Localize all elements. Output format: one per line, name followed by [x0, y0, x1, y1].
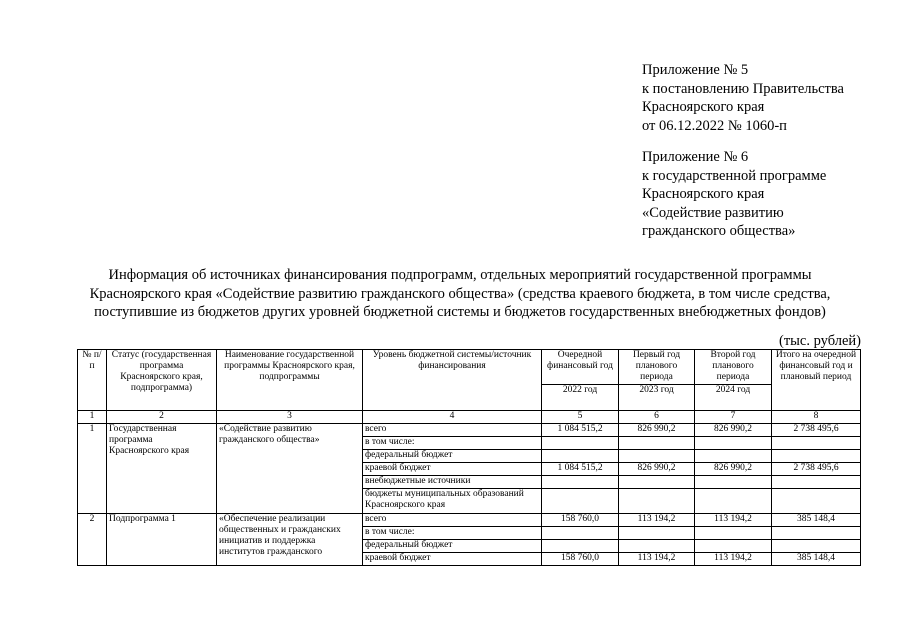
- column-number: 4: [363, 411, 542, 424]
- column-number: 6: [619, 411, 695, 424]
- header-year-2: Первый год планового периода: [619, 350, 695, 385]
- column-number: 8: [772, 411, 861, 424]
- column-number-row: [78, 411, 861, 424]
- table-row: [78, 424, 861, 437]
- value-cell: [772, 437, 861, 450]
- value-cell: [772, 527, 861, 540]
- appendix-6-block: [642, 148, 826, 241]
- value-cell: 1 084 515,2: [542, 424, 619, 437]
- value-cell: 385 148,4: [772, 514, 861, 527]
- value-cell: [542, 476, 619, 489]
- level-cell: бюджеты муниципальных образований Красноярского края: [363, 489, 542, 514]
- header-row: [78, 350, 861, 385]
- appendix-5-line-2: к постановлению Правительства: [642, 80, 844, 97]
- value-cell: [619, 540, 695, 553]
- column-number: 7: [695, 411, 772, 424]
- header-num: № п/п: [78, 350, 107, 411]
- value-cell: [695, 489, 772, 514]
- appendix-5-line-3: Красноярского края: [642, 99, 765, 115]
- value-cell: 826 990,2: [695, 463, 772, 476]
- value-cell: 2 738 495,6: [772, 463, 861, 476]
- appendix-6-line-1: Приложение № 6: [642, 149, 749, 165]
- value-cell: 826 990,2: [619, 424, 695, 437]
- level-cell: федеральный бюджет: [363, 450, 542, 463]
- value-cell: [695, 540, 772, 553]
- level-cell: федеральный бюджет: [363, 540, 542, 553]
- appendix-5-block: [642, 61, 844, 135]
- value-cell: [619, 489, 695, 514]
- header-name: Наименование государственной программы Красноярского края, подпрограммы: [217, 350, 363, 411]
- document-title: [60, 266, 860, 322]
- value-cell: 113 194,2: [695, 553, 772, 566]
- value-cell: 1 084 515,2: [542, 463, 619, 476]
- financing-table: [77, 349, 861, 566]
- value-cell: [542, 450, 619, 463]
- header-status: Статус (государственная программа Красноярского края, подпрограмма): [107, 350, 217, 411]
- appendix-5-line-1: Приложение № 5: [642, 62, 749, 78]
- row-number: 2: [78, 514, 107, 566]
- value-cell: [619, 476, 695, 489]
- title-line-2: Красноярского края «Содействие развитию гражданского общества» (средства краевого бюджета, в том числе средства,: [89, 285, 831, 302]
- column-number: 3: [217, 411, 363, 424]
- value-cell: [695, 527, 772, 540]
- header-year-3: Второй год планового периода: [695, 350, 772, 385]
- value-cell: [695, 437, 772, 450]
- value-cell: [619, 450, 695, 463]
- appendix-6-line-3: Красноярского края: [642, 186, 765, 202]
- header-year-1: Очередной финансовый год: [542, 350, 619, 385]
- column-number: 2: [107, 411, 217, 424]
- title-line-3: поступившие из бюджетов других уровней бюджетной системы и бюджетов государственных внебюджетных фондов): [94, 304, 826, 320]
- value-cell: [772, 476, 861, 489]
- header-year-3-value: 2024 год: [695, 385, 772, 411]
- value-cell: 2 738 495,6: [772, 424, 861, 437]
- row-name: «Обеспечение реализации общественных и гражданских инициатив и поддержка институтов гражданского: [217, 514, 363, 566]
- value-cell: 158 760,0: [542, 514, 619, 527]
- appendix-6-line-4: «Содействие развитию: [642, 204, 784, 221]
- value-cell: [542, 527, 619, 540]
- column-number: 5: [542, 411, 619, 424]
- header-year-2-value: 2023 год: [619, 385, 695, 411]
- value-cell: 113 194,2: [619, 553, 695, 566]
- units-label: (тыс. рублей): [779, 333, 861, 349]
- header-level: Уровень бюджетной системы/источник финансирования: [363, 350, 542, 411]
- value-cell: 158 760,0: [542, 553, 619, 566]
- header-year-1-value: 2022 год: [542, 385, 619, 411]
- value-cell: [772, 540, 861, 553]
- row-name: «Содействие развитию гражданского общества»: [217, 424, 363, 514]
- level-cell: в том числе:: [363, 437, 542, 450]
- value-cell: 113 194,2: [619, 514, 695, 527]
- value-cell: [772, 489, 861, 514]
- value-cell: 113 194,2: [695, 514, 772, 527]
- level-cell: краевой бюджет: [363, 553, 542, 566]
- value-cell: 826 990,2: [695, 424, 772, 437]
- value-cell: 385 148,4: [772, 553, 861, 566]
- column-number: 1: [78, 411, 107, 424]
- level-cell: внебюджетные источники: [363, 476, 542, 489]
- title-line-1: Информация об источниках финансирования подпрограмм, отдельных мероприятий государственной программы: [108, 267, 812, 283]
- value-cell: 826 990,2: [619, 463, 695, 476]
- row-status: Государственная программа Красноярского края: [107, 424, 217, 514]
- level-cell: всего: [363, 424, 542, 437]
- value-cell: [542, 437, 619, 450]
- row-number: 1: [78, 424, 107, 514]
- appendix-6-line-5: гражданского общества»: [642, 223, 796, 239]
- header-total: Итого на очередной финансовый год и плановый период: [772, 350, 861, 411]
- value-cell: [695, 450, 772, 463]
- level-cell: краевой бюджет: [363, 463, 542, 476]
- value-cell: [619, 437, 695, 450]
- value-cell: [619, 527, 695, 540]
- appendix-6-line-2: к государственной программе: [642, 167, 827, 184]
- value-cell: [542, 540, 619, 553]
- row-status: Подпрограмма 1: [107, 514, 217, 566]
- level-cell: всего: [363, 514, 542, 527]
- value-cell: [772, 450, 861, 463]
- level-cell: в том числе:: [363, 527, 542, 540]
- table-row: [78, 514, 861, 527]
- value-cell: [695, 476, 772, 489]
- appendix-5-line-4: от 06.12.2022 № 1060-п: [642, 117, 787, 134]
- value-cell: [542, 489, 619, 514]
